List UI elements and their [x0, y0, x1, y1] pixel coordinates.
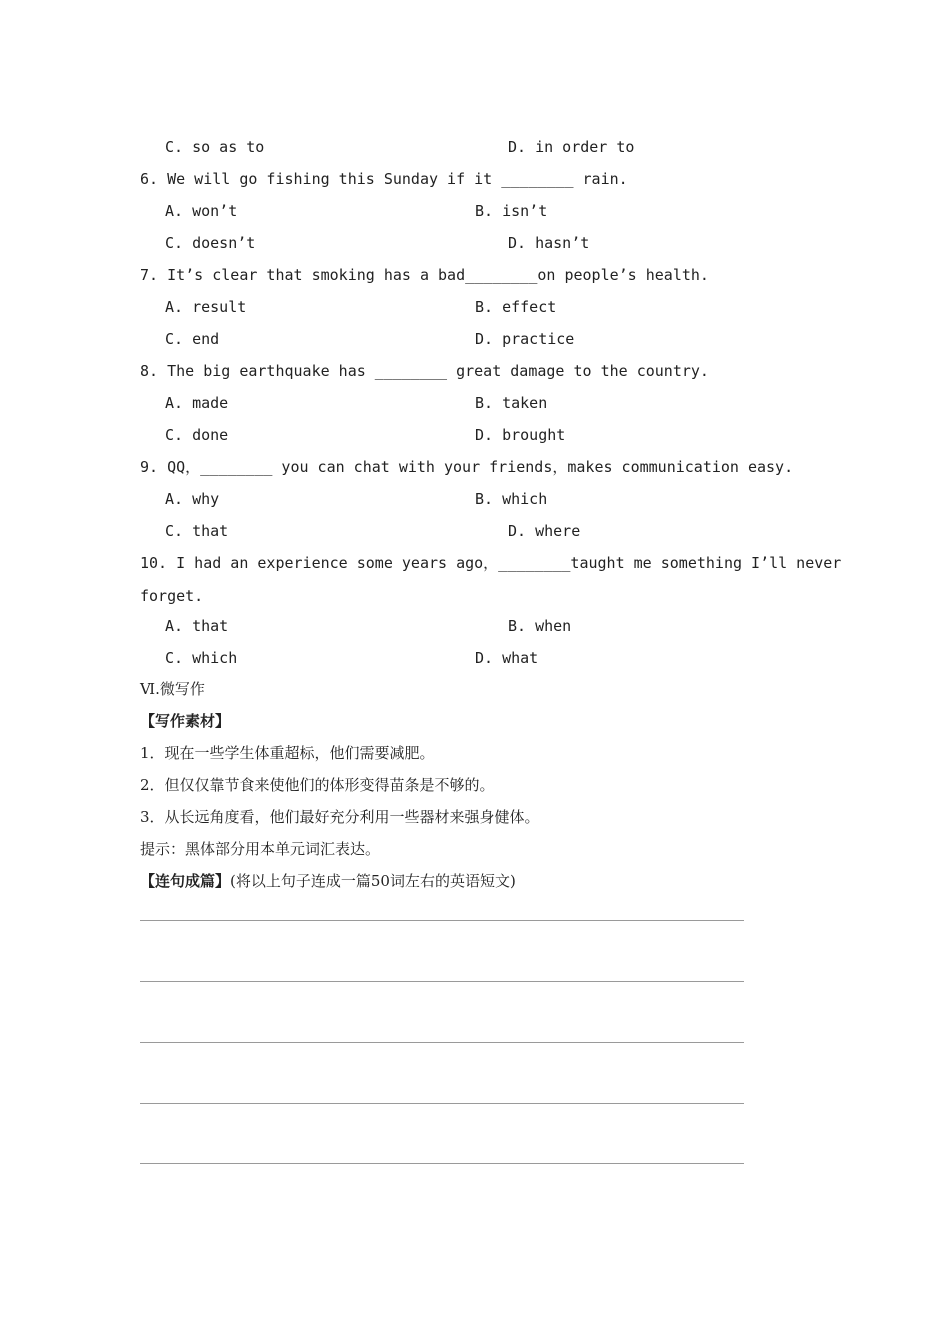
q10-stem-line2: forget.: [140, 587, 204, 605]
q8-option-d: D. brought: [475, 426, 566, 444]
answer-line[interactable]: [140, 981, 744, 982]
answer-line[interactable]: [140, 920, 744, 921]
q9-option-c: C. that: [165, 522, 229, 540]
q7-option-b: B. effect: [475, 298, 557, 316]
q7-option-d: D. practice: [475, 330, 575, 348]
q9-option-b: B. which: [475, 490, 548, 508]
material-label: 【写作素材】: [140, 712, 231, 730]
hint-text: 提示：黑体部分用本单元词汇表达。: [140, 840, 381, 858]
answer-line[interactable]: [140, 1163, 744, 1164]
q10-option-d: D. what: [475, 649, 539, 667]
q8-stem: 8. The big earthquake has ________ great damage to the country.: [140, 362, 709, 380]
q6-option-d: D. hasn’t: [508, 234, 590, 252]
answer-line[interactable]: [140, 1103, 744, 1104]
q9-option-a: A. why: [165, 490, 220, 508]
q5-option-c: C. so as to: [165, 138, 265, 156]
material-sentence-3: 3．从长远角度看，他们最好充分利用一些器材来强身健体。: [140, 808, 540, 826]
q6-stem: 6. We will go fishing this Sunday if it ________ rain.: [140, 170, 628, 188]
q8-option-b: B. taken: [475, 394, 548, 412]
q6-option-a: A. won’t: [165, 202, 238, 220]
q6-option-b: B. isn’t: [475, 202, 548, 220]
q6-option-c: C. doesn’t: [165, 234, 256, 252]
compose-instruction: [140, 871, 516, 891]
q7-option-c: C. end: [165, 330, 220, 348]
q8-option-a: A. made: [165, 394, 229, 412]
q7-stem: 7. It’s clear that smoking has a bad________on people’s health.: [140, 266, 709, 284]
answer-line[interactable]: [140, 1042, 744, 1043]
q8-option-c: C. done: [165, 426, 229, 444]
material-sentence-2: 2．但仅仅靠节食来使他们的体形变得苗条是不够的。: [140, 776, 495, 794]
q9-option-d: D. where: [508, 522, 581, 540]
q10-stem-line1: 10. I had an experience some years ago，________taught me something I’ll never: [140, 554, 842, 572]
q10-option-c: C. which: [165, 649, 238, 667]
compose-note: (将以上句子连成一篇50词左右的英语短文): [230, 872, 516, 890]
material-sentence-1: 1．现在一些学生体重超标，他们需要减肥。: [140, 744, 435, 762]
compose-label: 【连句成篇】: [140, 872, 231, 890]
q5-option-d: D. in order to: [508, 138, 635, 156]
q10-option-b: B. when: [508, 617, 572, 635]
q10-option-a: A. that: [165, 617, 229, 635]
q7-option-a: A. result: [165, 298, 247, 316]
section-heading: Ⅵ.微写作: [140, 680, 205, 698]
q9-stem: 9. QQ，________ you can chat with your friends，makes communication easy.: [140, 458, 794, 476]
